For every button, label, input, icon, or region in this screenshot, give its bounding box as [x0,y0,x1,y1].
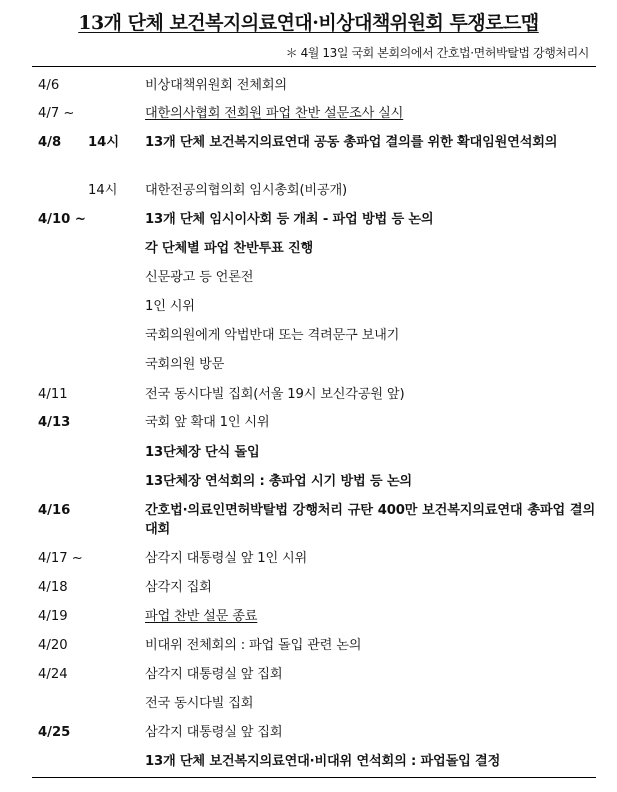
row-text: 국회의원 방문 [145,357,225,372]
row-text: 1인 시위 [145,299,195,314]
bottom-rule [32,777,596,778]
row-text: 대한의사협회 전회원 파업 찬반 설문조사 실시 [145,106,404,121]
row-date: 4/19 [38,609,68,624]
row-text: 전국 동시다빌 집회 [145,696,254,711]
row-text: 비상대책위원회 전체회의 [145,78,287,93]
row-date: 4/10 ~ [38,212,86,227]
row-date: 4/25 [38,725,71,740]
row-text: 13개 단체 보건복지의료연대·비대위 연석회의 : 파업돌입 결정 [145,754,501,769]
row-date: 4/6 [38,78,60,93]
row-text: 13단체장 단식 돌입 [145,445,260,460]
row-date: 4/17 ~ [38,551,83,566]
row-date: 4/16 [38,503,71,518]
row-date: 4/18 [38,580,68,595]
row-text: 파업 찬반 설문 종료 [145,609,258,624]
row-time: 14시 [88,183,118,198]
row-date: 4/20 [38,638,68,653]
row-text: 대한전공의협의회 임시총회(비공개) [145,183,347,198]
row-date: 4/24 [38,667,68,682]
row-text: 전국 동시다빌 집회(서울 19시 보신각공원 앞) [145,387,405,402]
row-text: 각 단체별 파업 찬반투표 진행 [145,241,314,256]
row-text: 삼각지 대통령실 앞 집회 [145,725,283,740]
row-date: 4/8 [38,135,62,150]
row-text: 국회의원에게 악법반대 또는 격려문구 보내기 [145,328,400,343]
row-text: 간호법·의료인면허박탈법 강행처리 규탄 400만 보건복지의료연대 총파업 결의대회 [145,503,595,537]
top-rule [32,66,596,67]
row-text: 비대위 전체회의 : 파업 돌입 관련 논의 [145,638,362,653]
row-text: 13개 단체 보건복지의료연대 공동 총파업 결의를 위한 확대임원연석회의 [145,135,558,150]
row-date: 4/11 [38,387,68,402]
row-date: 4/13 [38,415,71,430]
row-date: 4/7 ~ [38,106,75,121]
row-time: 14시 [88,135,120,150]
condition-note: ＊ 4월 13일 국회 본회의에서 간호법·면허박탈법 강행처리시 [285,46,589,60]
page-title: 13개 단체 보건복지의료연대·비상대책위원회 투쟁로드맵 [78,12,539,34]
row-text: 삼각지 대통령실 앞 집회 [145,667,283,682]
row-text: 신문광고 등 언론전 [145,270,254,285]
row-text: 삼각지 대통령실 앞 1인 시위 [145,551,308,566]
row-text: 삼각지 집회 [145,580,212,595]
row-text: 13개 단체 임시이사회 등 개최 - 파업 방법 등 논의 [145,212,434,227]
row-text: 13단체장 연석회의 : 총파업 시기 방법 등 논의 [145,474,412,489]
row-text: 국회 앞 확대 1인 시위 [145,415,270,430]
